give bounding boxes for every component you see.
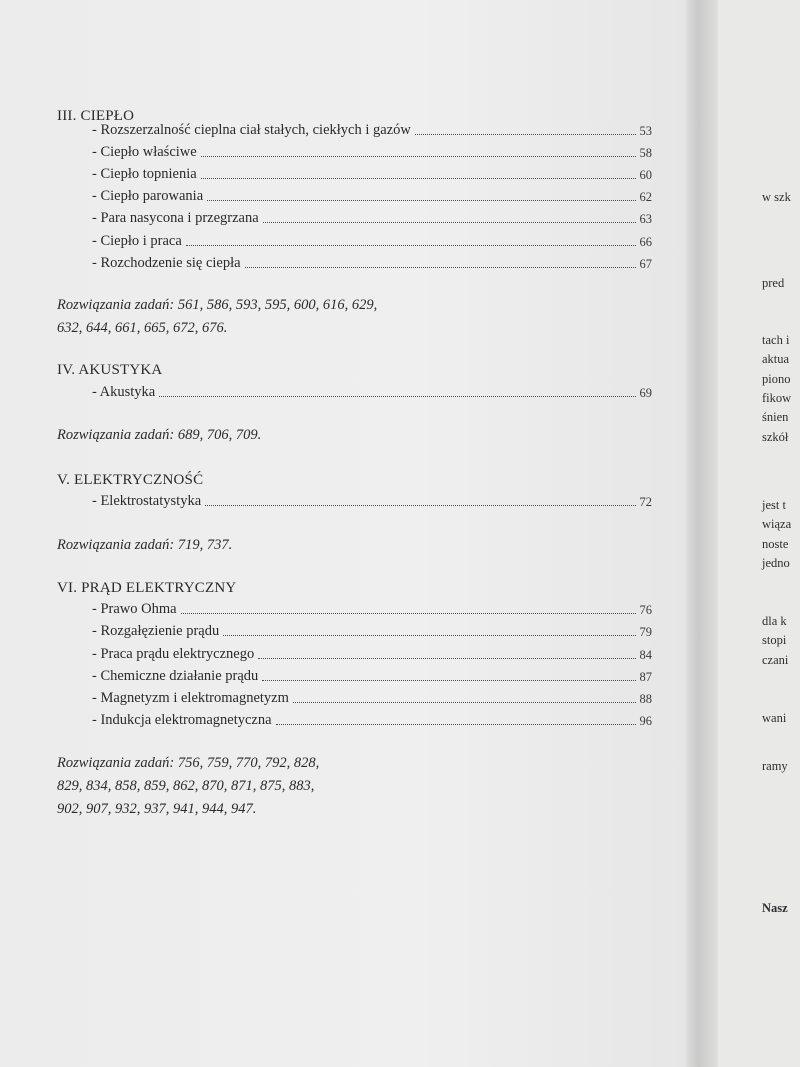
right-page-fragment: śnien <box>762 410 789 424</box>
toc-entry <box>92 119 652 139</box>
entry-label: - Rozgałęzienie prądu <box>92 623 220 639</box>
entry-page: 67 <box>639 257 652 271</box>
entry-page: 88 <box>639 692 652 706</box>
entry-page: 69 <box>639 386 652 400</box>
toc-entry <box>92 620 652 640</box>
toc-entry <box>92 252 652 272</box>
entry-label: - Akustyka <box>92 384 156 400</box>
entry-label: - Praca prądu elektrycznego <box>92 646 255 662</box>
entry-label: - Ciepło i praca <box>92 233 182 249</box>
entry-page: 96 <box>639 714 652 728</box>
right-page-fragment: fikow <box>762 391 792 405</box>
dot-leader <box>207 199 635 201</box>
right-page-fragment: dla k <box>762 614 787 628</box>
toc-entry <box>92 665 652 685</box>
dot-leader <box>245 266 636 268</box>
dot-leader <box>186 244 636 246</box>
toc-entry <box>92 230 652 250</box>
right-page-fragment: tach i <box>762 333 790 347</box>
section-title-elektrycznosc: V. ELEKTRYCZNOŚĆ <box>57 472 204 488</box>
solutions-line: Rozwiązania zadań: 689, 706, 709. <box>57 427 262 443</box>
toc-entry <box>92 381 652 401</box>
dot-leader <box>201 155 636 157</box>
dot-leader <box>262 679 635 681</box>
entry-page: 63 <box>639 212 652 226</box>
dot-leader <box>201 177 636 179</box>
right-page-fragment: piono <box>762 372 791 386</box>
entry-label: - Indukcja elektromagnetyczna <box>92 712 272 728</box>
right-page-fragment: pred <box>762 276 785 290</box>
entry-label: - Ciepło parowania <box>92 188 204 204</box>
right-page-fragment: noste <box>762 537 789 551</box>
right-page-fragment: jest t <box>762 498 786 512</box>
toc-entry <box>92 687 652 707</box>
entry-label: - Elektrostatystyka <box>92 493 202 509</box>
right-page-fragment: wani <box>762 711 787 725</box>
right-page-fragment: ramy <box>762 759 788 773</box>
toc-entry <box>92 709 652 729</box>
entry-page: 72 <box>639 495 652 509</box>
toc-entry <box>92 141 652 161</box>
entry-page: 58 <box>639 146 652 160</box>
right-page-fragment: w szk <box>762 190 791 204</box>
dot-leader <box>263 221 636 223</box>
solutions-line: 632, 644, 661, 665, 672, 676. <box>57 320 228 336</box>
solutions-line: 902, 907, 932, 937, 941, 944, 947. <box>57 801 257 817</box>
dot-leader <box>223 634 635 636</box>
right-page-fragment: stopi <box>762 633 787 647</box>
dot-leader <box>258 657 635 659</box>
entry-page: 62 <box>639 190 652 204</box>
solutions-list <box>57 424 477 447</box>
section-title-prad-elektryczny: VI. PRĄD ELEKTRYCZNY <box>57 580 237 596</box>
entry-page: 76 <box>639 603 652 617</box>
toc-entry <box>92 598 652 618</box>
solutions-list <box>57 294 477 340</box>
solutions-line: 829, 834, 858, 859, 862, 870, 871, 875, 883, <box>57 778 315 794</box>
right-page-fragment: jedno <box>762 556 790 570</box>
entry-label: - Magnetyzm i elektromagnetyzm <box>92 690 289 706</box>
dot-leader <box>205 504 635 506</box>
entry-page: 60 <box>639 168 652 182</box>
entry-label: - Ciepło topnienia <box>92 166 197 182</box>
toc-entry <box>92 207 652 227</box>
solutions-line: Rozwiązania zadań: 756, 759, 770, 792, 828, <box>57 755 320 771</box>
entry-label: - Rozchodzenie się ciepła <box>92 255 241 271</box>
entry-page: 84 <box>639 648 652 662</box>
solutions-line: Rozwiązania zadań: 561, 586, 593, 595, 600, 616, 629, <box>57 297 378 313</box>
entry-label: - Ciepło właściwe <box>92 144 197 160</box>
dot-leader <box>159 395 635 397</box>
entry-page: 87 <box>639 670 652 684</box>
section-title-akustyka: IV. AKUSTYKA <box>57 362 163 378</box>
right-page-fragment: wiąza <box>762 517 792 531</box>
dot-leader <box>181 612 636 614</box>
dot-leader <box>276 723 636 725</box>
dot-leader <box>293 701 636 703</box>
entry-page: 79 <box>639 625 652 639</box>
solutions-list <box>57 752 477 821</box>
entry-label: - Prawo Ohma <box>92 601 177 617</box>
entry-page: 66 <box>639 235 652 249</box>
toc-entry <box>92 163 652 183</box>
section-title-cieplo: III. CIEPŁO <box>57 108 135 124</box>
right-page-fragment: Nasz <box>762 901 788 915</box>
toc-entry <box>92 643 652 663</box>
dot-leader <box>415 133 636 135</box>
entry-page: 53 <box>639 124 652 138</box>
toc-entry <box>92 490 652 510</box>
right-page-fragment: aktua <box>762 352 790 366</box>
entry-label: - Para nasycona i przegrzana <box>92 210 259 226</box>
solutions-list <box>57 534 477 557</box>
entry-label: - Chemiczne działanie prądu <box>92 668 259 684</box>
entry-label: - Rozszerzalność cieplna ciał stałych, ciekłych i gazów <box>92 122 411 138</box>
solutions-line: Rozwiązania zadań: 719, 737. <box>57 537 233 553</box>
toc-entry <box>92 185 652 205</box>
right-page-fragment: szkół <box>762 430 789 444</box>
right-page-fragment: czani <box>762 653 789 667</box>
